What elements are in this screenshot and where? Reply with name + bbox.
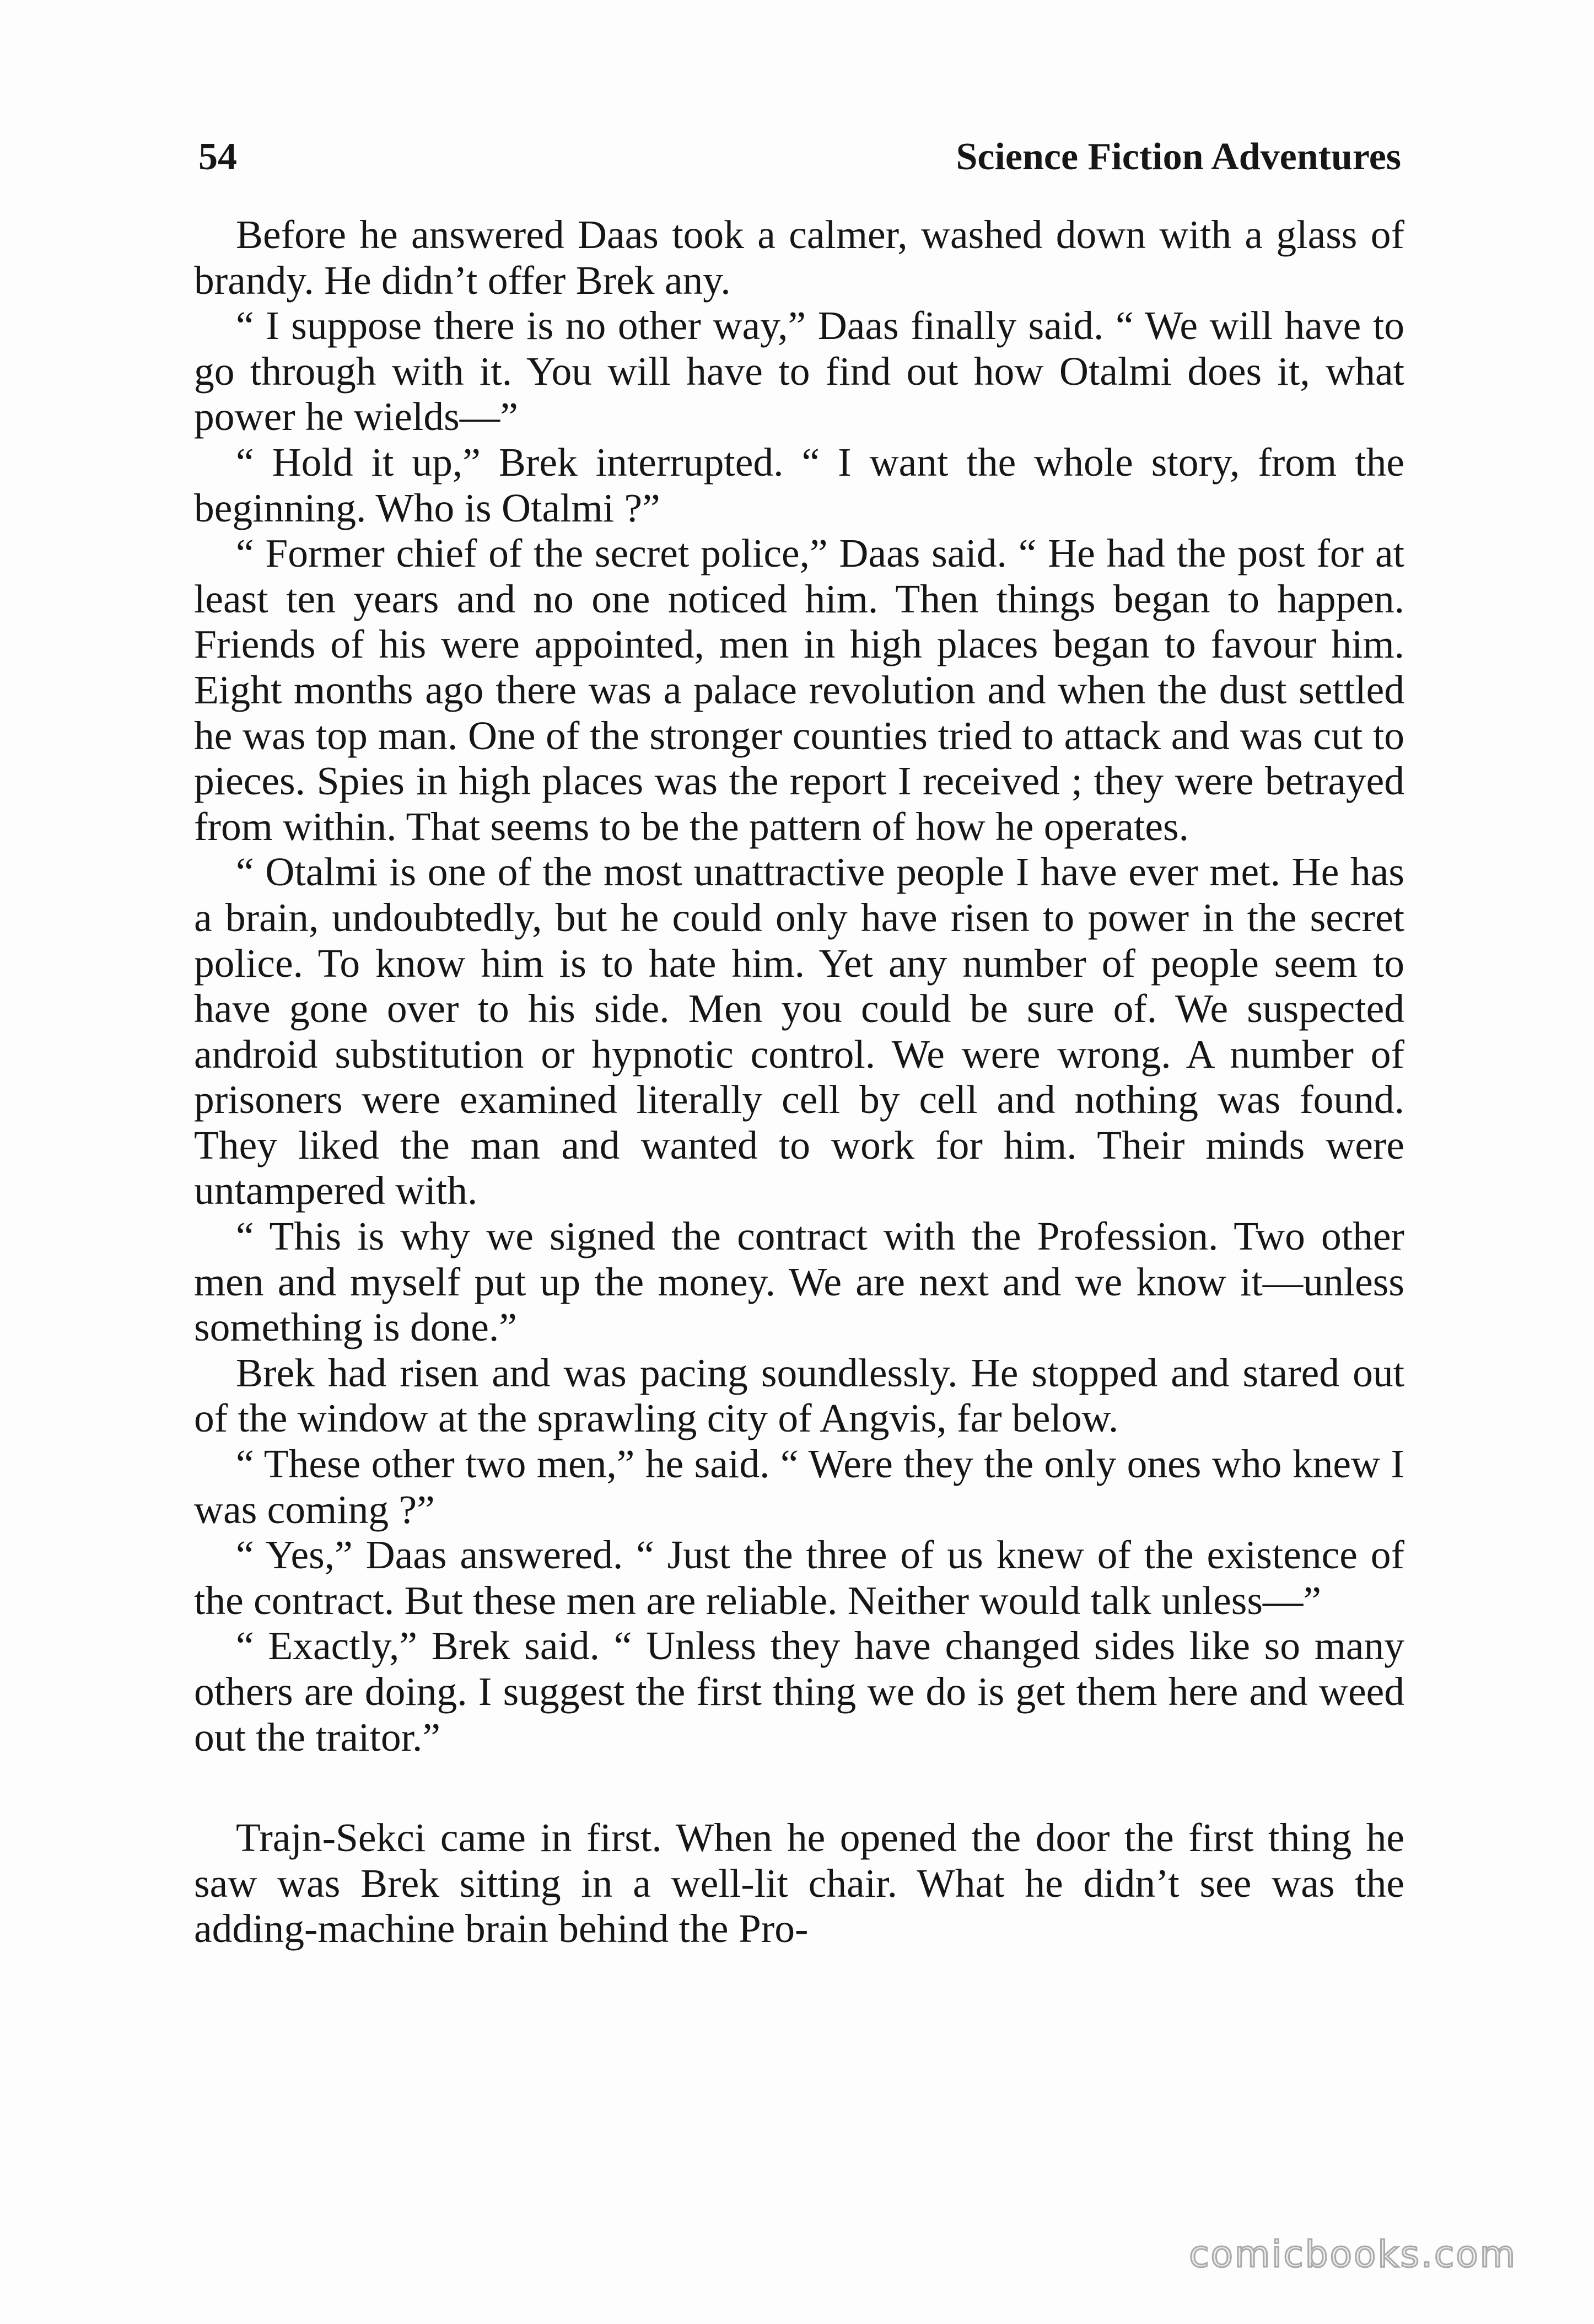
section-break <box>194 1760 1404 1815</box>
paragraph: Before he answered Daas took a calmer, washed down with a glass of brandy. He didn’t offer Brek any. <box>194 212 1404 303</box>
paragraph: “ Otalmi is one of the most unattractive people I have ever met. He has a brain, undoubtedly, but he could only have risen to power in the secret police. To know him is to hate him. Yet any number of people seem to have gone over to his side. Men you could be sure of. We suspected android substitution or hypnotic control. We were wrong. A number of prisoners were examined literally cell by cell and nothing was found. They liked the man and wanted to work for him. Their minds were untampered with. <box>194 849 1404 1213</box>
paragraph: “ Exactly,” Brek said. “ Unless they have changed sides like so many others are doing. I suggest the first thing we do is get them here and weed out the traitor.” <box>194 1623 1404 1760</box>
paragraph: “ Hold it up,” Brek interrupted. “ I want the whole story, from the beginning. Who is Otalmi ?” <box>194 439 1404 530</box>
running-title: Science Fiction Adventures <box>956 136 1401 178</box>
page-number: 54 <box>198 136 237 178</box>
watermark: comicbooks.com <box>1189 2233 1517 2275</box>
paragraph: Brek had risen and was pacing soundlessly. He stopped and stared out of the window at the sprawling city of Angvis, far below. <box>194 1350 1404 1441</box>
running-head <box>198 127 1401 187</box>
paragraph: “ Yes,” Daas answered. “ Just the three of us knew of the existence of the contract. But these men are reliable. Neither would talk unless—” <box>194 1532 1404 1623</box>
paragraph: “ I suppose there is no other way,” Daas finally said. “ We will have to go through with it. You will have to find out how Otalmi does it, what power he wields—” <box>194 303 1404 439</box>
paragraph: “ These other two men,” he said. “ Were they the only ones who knew I was coming ?” <box>194 1441 1404 1532</box>
body-text <box>194 212 1404 1952</box>
paragraph: Trajn-Sekci came in first. When he opened the door the first thing he saw was Brek sitting in a well-lit chair. What he didn’t see was the adding-machine brain behind the Pro- <box>194 1815 1404 1951</box>
paragraph: “ Former chief of the secret police,” Daas said. “ He had the post for at least ten years and no one noticed him. Then things began to happen. Friends of his were appointed, men in high places began to favour him. Eight months ago there was a palace revolution and when the dust settled he was top man. One of the stronger counties tried to attack and was cut to pieces. Spies in high places was the report I received ; they were betrayed from within. That seems to be the pattern of how he operates. <box>194 531 1404 849</box>
paragraph: “ This is why we signed the contract with the Profession. Two other men and myself put up the money. We are next and we know it—unless something is done.” <box>194 1214 1404 1350</box>
